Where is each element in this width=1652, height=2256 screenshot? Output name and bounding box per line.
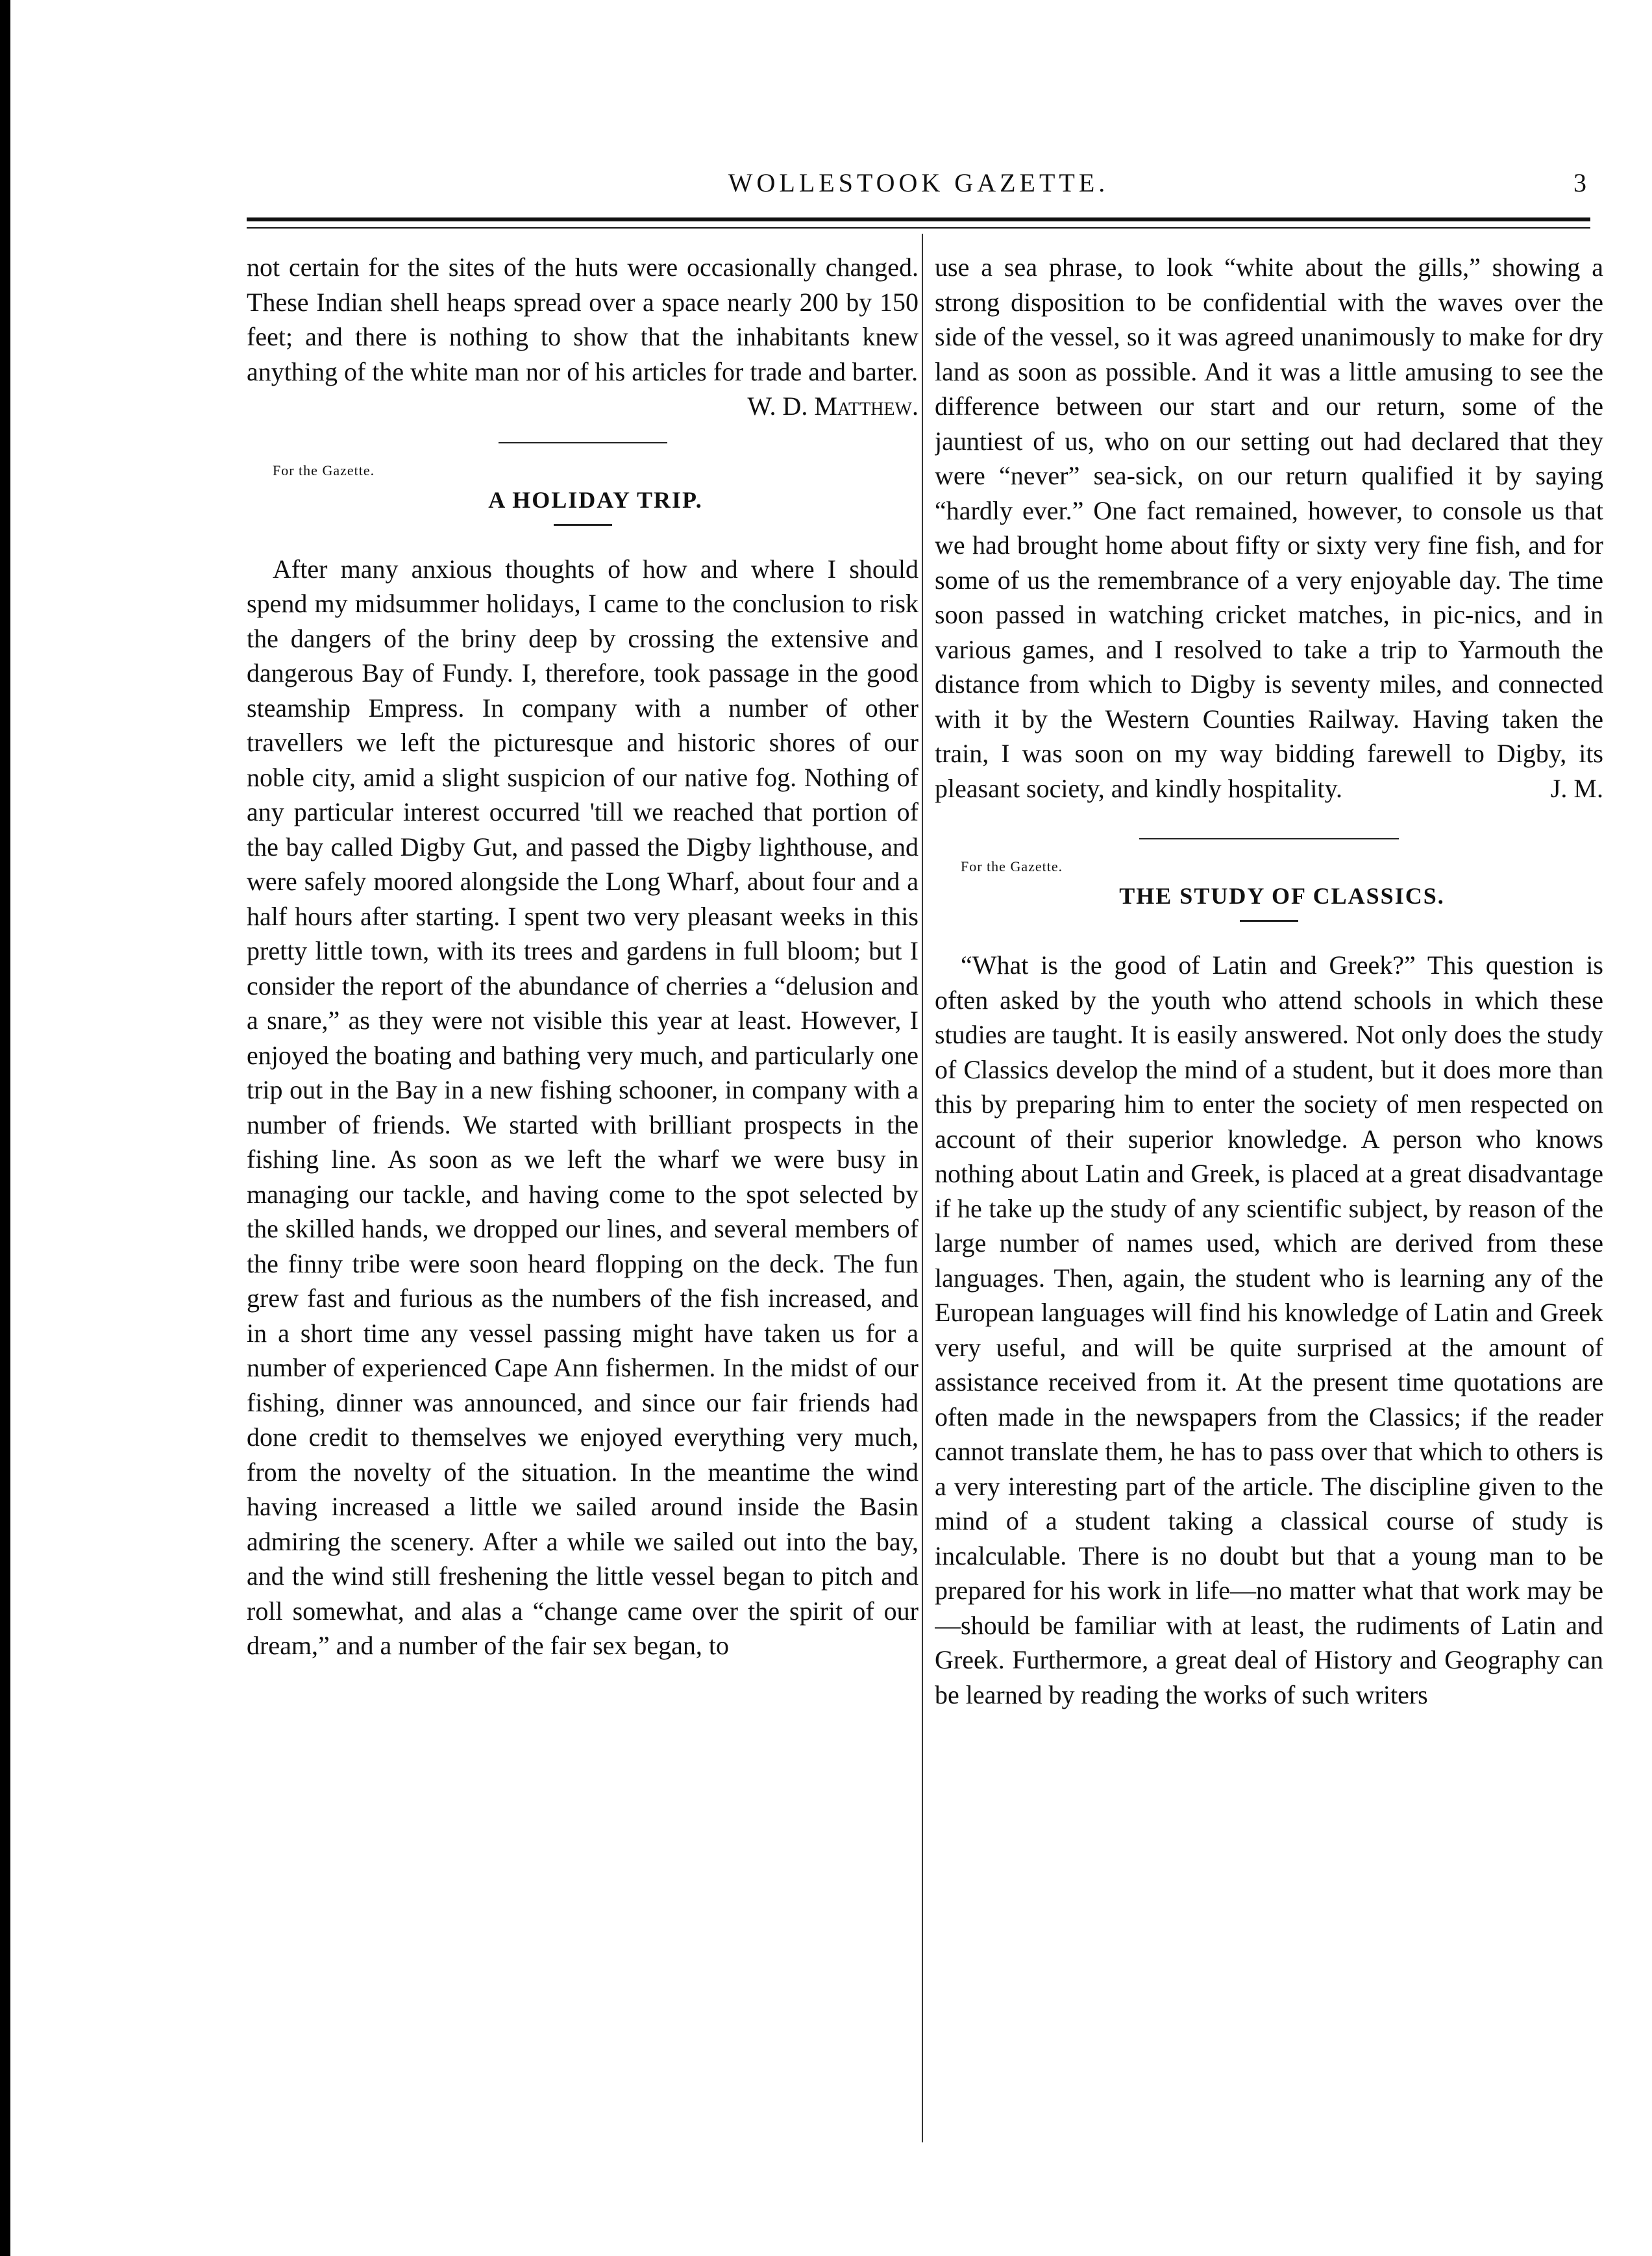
headline-rule bbox=[1240, 920, 1298, 922]
section-divider bbox=[1139, 838, 1399, 839]
page-number: 3 bbox=[1573, 168, 1590, 197]
gazette-title: WOLLESTOOK GAZETTE. bbox=[728, 168, 1109, 197]
left-column bbox=[247, 250, 918, 2152]
article-paragraph: use a sea phrase, to look “white about the gills,” showing a strong disposition to be confidential with the waves over the side of the vessel, so it was agreed unanimously to make for dry land as soon as possible. And it was a little amusing to see the difference between our start and our return, some of the jauntiest of us, who on our setting out had declared that they were “never” sea-sick, on our return qualified it by saying “hardly ever.” One fact remained, however, to console us that we had brought home about fifty or sixty very fine fish, and for some of us the remembrance of a very enjoyable day. The time soon passed in watching cricket matches, in pic-nics, and in various games, and I resolved to take a trip to Yarmouth the distance from which to Digby is seventy miles, and connected with it by the Western Counties Railway. Having taken the train, I was soon on my way bidding farewell to Digby, its pleasant society, and kindly hospitality. bbox=[935, 253, 1603, 803]
author-signature: J. M. bbox=[1550, 773, 1603, 803]
article-paragraph: After many anxious thoughts of how and where I should spend my midsummer holidays, I came to the conclusion to risk the dangers of the briny deep by crossing the extensive and dangerous Bay of Fundy. I, therefore, took passage in the good steamship Empress. In company with a number of other travellers we left the picturesque and historic shores of our noble city, amid a slight suspicion of our native fog. Nothing of any particular interest occurred 'till we reached that portion of the bay called Digby Gut, and passed the Digby lighthouse, and were safely moored alongside the Long Wharf, about four and a half hours after starting. I spent two very pleasant weeks in this pretty little town, with its trees and gardens in full bloom; but I consider the report of the abundance of cherries a “delusion and a snare,” as they were not visible this year at least. However, I enjoyed the boating and bathing very much, and particularly one trip out in the Bay in a new fishing schooner, in company with a number of friends. We started with brilliant prospects in the fishing line. As soon as we left the wharf we were busy in managing our tackle, and having come to the spot selected by the skilled hands, we dropped our lines, and several members of the finny tribe were soon heard flopping on the deck. The fun grew fast and furious as the numbers of the fish increased, and in a short time any vessel passing might have taken us for a number of experienced Cape Ann fishermen. In the midst of our fishing, dinner was announced, and since our fair friends had done credit to themselves we enjoyed everything very much, from the novelty of the situation. In the meantime the wind having increased a little we sailed around inside the Basin admiring the scenery. After a while we sailed out into the bay, and the wind still freshening the little vessel began to pitch and roll somewhat, and alas a “change came over the spirit of our dream,” and a number of the fair sex began, to bbox=[247, 554, 918, 1660]
header-rule-thick bbox=[247, 217, 1590, 221]
headline-rule bbox=[554, 524, 612, 526]
page-binding-edge bbox=[0, 0, 10, 2256]
article-paragraph: not certain for the sites of the huts were occasionally changed. These Indian shell heaps spread over a space nearly 200 by 150 feet; and there is nothing to show that the inhabitants knew anything of the white man nor of his articles for trade and barter. bbox=[247, 253, 918, 386]
author-signature: W. D. Matthew. bbox=[747, 391, 918, 421]
right-column bbox=[935, 250, 1603, 2152]
article-headline: THE STUDY OF CLASSICS. bbox=[1119, 883, 1445, 909]
running-header bbox=[247, 167, 1590, 206]
article-paragraph: “What is the good of Latin and Greek?” This question is often asked by the youth who attend schools in which these studies are taught. It is easily answered. Not only does the study of Classics develop the mind of a student, but it does more than this by preparing him to enter the society of men respected on account of their superior knowledge. A person who knows nothing about Latin and Greek, is placed at a great disadvantage if he take up the study of any scientific subject, by reason of the large number of names used, which are derived from these languages. Then, again, the student who is learning any of the European languages will find his knowledge of Latin and Greek very useful, and will be quite surprised at the amount of assistance received from it. At the present time quotations are often made in the newspapers from the Classics; if the reader cannot translate them, he has to pass over that which to others is a very interesting part of the article. The discipline given to the mind of a student taking a classical course of study is incalculable. There is no doubt but that a young man to be prepared for his work in life—no matter what that work may be—should be familiar with at least, the rudiments of Latin and Greek. Furthermore, a great deal of History and Geography can be learned by reading the works of such writers bbox=[935, 950, 1603, 1709]
for-the-gazette-line: For the Gazette. bbox=[961, 858, 1063, 874]
header-rule-thin bbox=[247, 227, 1590, 229]
for-the-gazette-line: For the Gazette. bbox=[273, 462, 375, 478]
section-divider bbox=[499, 442, 667, 443]
article-headline: A HOLIDAY TRIP. bbox=[488, 486, 703, 513]
column-separator bbox=[922, 234, 923, 2142]
